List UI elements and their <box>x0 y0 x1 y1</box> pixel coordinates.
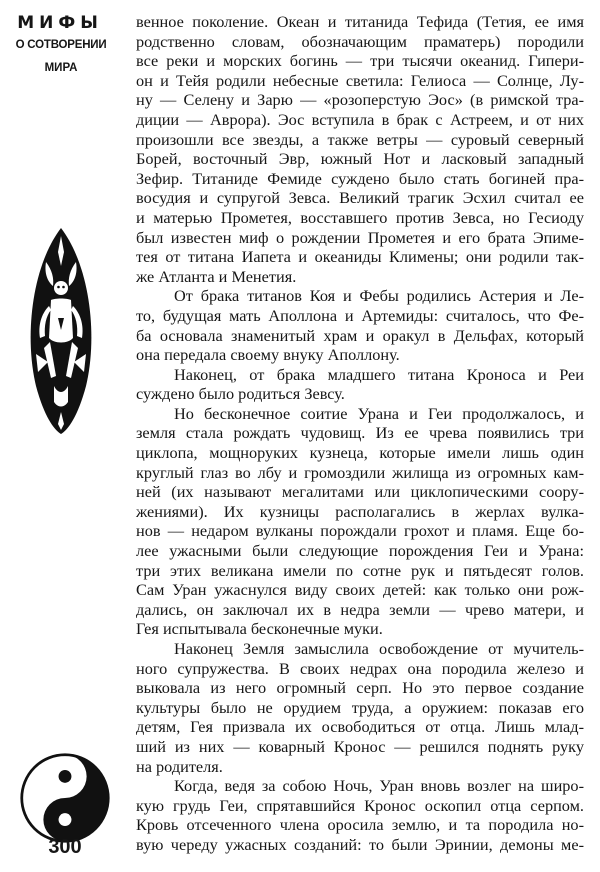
text-line: Борей, восточный Эвр, южный Нот и ласковый западный <box>136 149 584 169</box>
text-line: Наконец Земля замыслила освобождение от мучитель- <box>174 639 584 658</box>
text-line: ший из них — коварный Кронос — решился поднять руку <box>136 736 584 756</box>
text-line: кую грудь Геи, спрятавшийся Кронос оскопил отца серпом. <box>136 795 584 815</box>
running-subtitle: О СОТВОРЕНИИ <box>15 39 107 51</box>
page-number: 300 <box>48 836 82 858</box>
text-line: Когда, ведя за собою Ночь, Уран вновь возлег на широ- <box>174 776 584 796</box>
text-line: то, будущая мать Аполлона и Артемиды: считалось, что Фе- <box>136 305 584 325</box>
text-line: Зефир. Титаниде Фемиде суждено было стать богиней пра- <box>136 168 584 188</box>
ornament-emblem-icon <box>26 226 96 436</box>
text-line: он и Тейя родили небесные светила: Гелиоса — Солнце, Лу- <box>136 70 584 90</box>
yin-yang-icon <box>19 752 111 844</box>
text-line: вую череду ужасных созданий: то были Эринии, демоны ме- <box>136 834 584 854</box>
text-line: тея от титана Иапета и океаниды Климены; они родили так- <box>136 247 584 267</box>
text-line: циклопа, мощноруких кузнеца, которые имели лишь один <box>136 443 584 463</box>
text-line: круглый глаз во лбу и громоздили жилища из огромных кам- <box>136 462 584 482</box>
running-title: МИФЫ <box>17 13 103 33</box>
text-line: она передала своему внуку Аполлону. <box>136 345 400 365</box>
text-line: дались, он заключал их в недра земли — чрево матери, и <box>136 599 584 619</box>
text-line: земля стала рождать чудовищ. Из ее чрева появились три <box>136 423 584 443</box>
text-line: диции — Аврора). Эос вступила в брак с Астреем, и от них <box>136 109 584 129</box>
text-line: выковала из него огромный серп. Но это первое создание <box>136 678 584 698</box>
text-line: ного супружества. В своих недрах она породила железо и <box>136 658 584 678</box>
running-subtitle-2: МИРА <box>44 62 78 74</box>
text-line: жениями). Их кузницы располагались в жерлах вулка- <box>136 501 584 521</box>
margin-column <box>0 0 124 872</box>
text-line: был известен миф о рождении Прометея и его брата Эпиме- <box>136 227 584 247</box>
text-line: же Атланта и Менетия. <box>136 266 297 286</box>
text-line: Но бесконечное соитие Урана и Геи продолжалось, и <box>174 403 584 423</box>
text-line: произошли все звезды, а также ветры — суровый северный <box>136 129 584 149</box>
text-line: От брака титанов Коя и Фебы родились Астерия и Ле- <box>174 286 584 306</box>
text-line: все реки и морских богинь — три тысячи океанид. Гипери- <box>136 51 584 71</box>
text-line: венное поколение. Океан и титанида Тефида (Тетия, ее имя <box>136 12 584 31</box>
text-line: Сам Уран ужаснулся виду своих детей: как только они рож- <box>136 580 584 600</box>
text-line: ба основала знаменитый храм и оракул в Дельфах, который <box>136 325 584 345</box>
text-line: суждено было родиться Зевсу. <box>136 384 345 404</box>
text-line: Наконец, от брака младшего титана Кроноса и Реи <box>174 364 584 384</box>
text-line: родственно словам, обозначающим праматерь) породили <box>136 31 584 51</box>
text-line: нов — недаром вулканы порождали грохот и пламя. Еще бо- <box>136 521 584 541</box>
text-line: лее ужасными были следующие порождения Геи и Урана: <box>136 541 584 561</box>
text-line: культуры было не орудием труда, а оружием: показав его <box>136 697 584 717</box>
text-line: три этих великана имели по сотне рук и пятьдесят голов. <box>136 560 584 580</box>
text-line: Гея испытывала бесконечные муки. <box>136 619 383 639</box>
text-line: восудия и супругой Зевса. Великий трагик Эсхил считал ее <box>136 188 584 208</box>
text-line: на родителя. <box>136 756 223 776</box>
text-line: ней (их называют мегалитами или циклопическими соору- <box>136 482 584 502</box>
body-text <box>136 12 584 855</box>
text-line: и матерью Прометея, восставшего против Зевса, но Гесиоду <box>136 207 584 227</box>
text-line: ну — Селену и Зарю — «розоперстую Эос» (в римской тра- <box>136 90 584 110</box>
text-line: Кровь отсеченного члена оросила землю, и та породила но- <box>136 815 584 835</box>
text-line: детям, Гея призвала их освободиться от отца. Лишь млад- <box>136 717 584 737</box>
